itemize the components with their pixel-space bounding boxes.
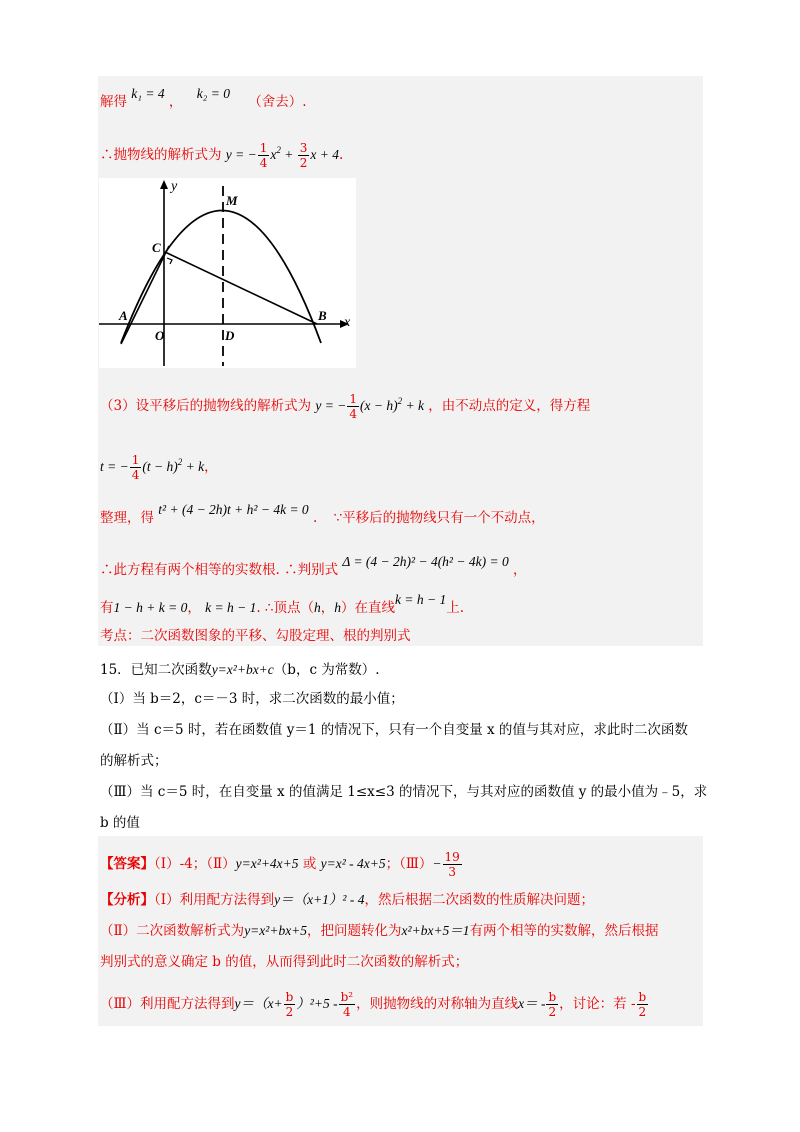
question-15-part-2-cont: 的解析式；: [100, 753, 168, 769]
answer-line: 【答案】（Ⅰ）-4；（Ⅱ）y=x²+4x+5 或 y=x² - 4x+5；（Ⅲ）− $\frac{19}{3}$: [100, 850, 460, 879]
analysis-line-2: （Ⅱ）二次函数解析式为y=x²+bx+5，把问题转化为x²+bx+5＝1有两个相等的实数解，然后根据: [100, 923, 659, 939]
analysis-line-1: 【分析】（Ⅰ）利用配方法得到y＝（x+1）² - 4，然后根据二次函数的性质解决问题；: [100, 892, 594, 908]
solution-line-6: ∴此方程有两个相等的实数根. ∴判别式 Δ = (4 − 2h)² − 4(h² − 4k) = 0 ，: [100, 554, 527, 578]
question-15-part-3-cont: b 的值: [100, 815, 140, 831]
question-15-part-2: （Ⅱ）当 c＝5 时，若在函数值 y＝1 的情况下，只有一个自变量 x 的值与其对应，求此时二次函数: [100, 722, 688, 738]
solution-line-1: 解得 k₁ = 4 ， k₂ = 0 （舍去）.: [100, 86, 307, 110]
fraction: $\frac{1}{4}$: [259, 141, 268, 170]
solution-line-3: （3）设平移后的抛物线的解析式为 y = − $\frac{1}{4}$ $(x - h)^2 + k$ ，由不动点的定义，得方程: [100, 392, 591, 421]
label-b: B: [318, 308, 327, 323]
y-axis-arrow-icon: [160, 180, 168, 189]
analysis-line-3: （Ⅲ）利用配方法得到y＝（x+ $\frac{b}{2}$ ）²+5 - $\frac{\text{b²}}{4}$ ，则抛物线的对称轴为直线x＝ - $\frac{b}{2}$ ，讨论：若 - $\frac{b}{2}$: [100, 990, 647, 1019]
solution-line-2: ∴抛物线的解析式为 y = − $\frac{1}{4}$ $x^2$ + $\frac{3}{2}$ x + 4.: [100, 141, 344, 170]
fraction: $\frac{1}{4}$: [349, 392, 357, 421]
solution-knowledge-point: 考点：二次函数图象的平移、勾股定理、根的判别式: [100, 628, 411, 644]
fraction: $\frac{b}{2}$: [548, 990, 557, 1019]
solution-line-7: 有1 − h + k = 0， k = h − 1. ∴顶点（h，h）在直线k = h − 1上.: [100, 592, 465, 616]
label-y: y: [171, 179, 178, 194]
label-o: O: [155, 328, 165, 343]
fraction: $\frac{3}{2}$: [299, 141, 308, 170]
label-m: M: [226, 193, 238, 208]
fraction: $\frac{b}{2}$: [638, 990, 647, 1019]
solution-line-4: t = − $\frac{1}{4}$ $(t - h)^2 + k$，: [100, 453, 218, 482]
label-a: A: [119, 308, 128, 323]
parabola-svg: [99, 178, 356, 368]
fraction: $\frac{19}{3}$: [444, 850, 460, 879]
parabola-graph: [99, 178, 356, 368]
question-15-part-1: （Ⅰ）当 b＝2，c＝－3 时，求二次函数的最小值；: [100, 691, 404, 707]
fraction: $\frac{b}{2}$: [285, 990, 294, 1019]
question-15-part-3: （Ⅲ）当 c＝5 时，在自变量 x 的值满足 1≤x≤3 的情况下，与其对应的函数值 y 的最小值为﹣5，求: [100, 784, 708, 800]
analysis-line-2-cont: 判别式的意义确定 b 的值，从而得到此时二次函数的解析式；: [100, 954, 469, 970]
question-15-stem: 15．已知二次函数y=x²+bx+c（b，c 为常数）.: [100, 662, 380, 678]
label-d: D: [225, 328, 235, 343]
fraction: $\frac{\text{b²}}{4}$: [340, 990, 354, 1019]
fraction: $\frac{1}{4}$: [131, 453, 140, 482]
label-c: C: [152, 240, 161, 255]
label-x: x: [344, 315, 351, 330]
solution-line-5: 整理，得 t² + (4 − 2h)t + h² − 4k = 0 . ∵平移后的抛物线只有一个不动点，: [100, 502, 545, 526]
